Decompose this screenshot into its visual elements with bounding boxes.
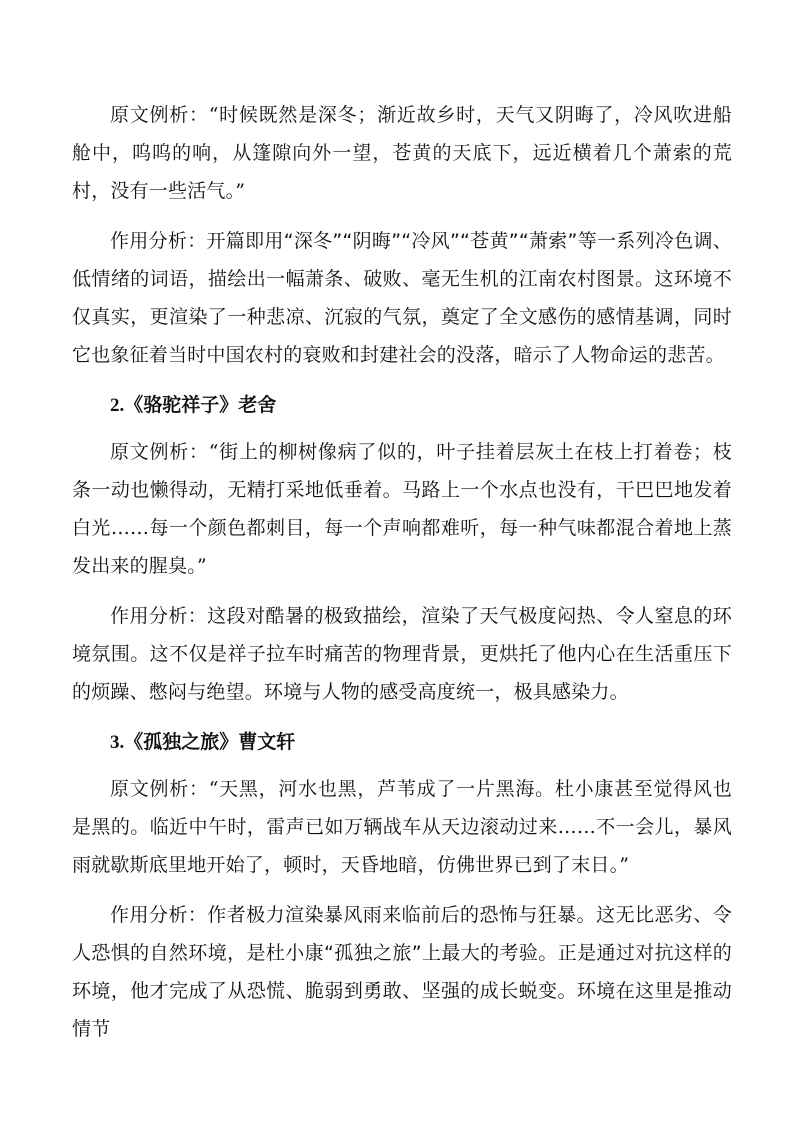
section-title-text: 《骆驼祥子》老舍 <box>124 394 277 416</box>
section-heading <box>72 723 732 762</box>
section-number: 3. <box>110 732 125 753</box>
analysis-paragraph: 作用分析：开篇即用“深冬”“阴晦”“冷风”“苍黄”“萧索”等一系列冷色调、低情绪的词语，描绘出一幅萧条、破败、毫无生机的江南农村图景。这环境不仅真实，更渲染了一种悲凉、沉寂的气氛，奠定了全文感伤的感情基调，同时它也象征着当时中国农村的衰败和封建社会的没落，暗示了人物命运的悲苦。 <box>72 230 732 366</box>
analysis-paragraph: 作用分析：这段对酷暑的极致描绘，渲染了天气极度闷热、令人窒息的环境氛围。这不仅是祥子拉车时痛苦的物理背景，更烘托了他内心在生活重压下的烦躁、憋闷与绝望。环境与人物的感受高度统一，极具感染力。 <box>72 605 732 703</box>
section-heading <box>72 386 732 425</box>
section-3 <box>72 723 732 1048</box>
analysis-paragraph: 作用分析：作者极力渲染暴风雨来临前后的恐怖与狂暴。这无比恶劣、令人恐惧的自然环境，是杜小康“孤独之旅”上最大的考验。正是通过对抗这样的环境，他才完成了从恐慌、脆弱到勇敢、坚强的成长蜕变。环境在这里是推动情节 <box>72 904 732 1040</box>
document-body <box>72 96 732 1060</box>
section-1 <box>72 96 732 374</box>
quote-paragraph: 原文例析：“街上的柳树像病了似的，叶子挂着层灰土在枝上打着卷；枝条一动也懒得动，无精打采地低垂着。马路上一个水点也没有，干巴巴地发着白光……每一个颜色都刺目，每一个声响都难听，每一种气味都混合着地上蒸发出来的腥臭。” <box>72 441 732 577</box>
section-title-text: 《孤独之旅》曹文轩 <box>124 731 296 753</box>
quote-paragraph: 原文例析：“天黑，河水也黑，芦苇成了一片黑海。杜小康甚至觉得风也是黑的。临近中午时，雷声已如万辆战车从天边滚动过来……不一会儿，暴风雨就歇斯底里地开始了，顿时，天昏地暗，仿佛世界已到了末日。” <box>72 778 732 876</box>
section-number: 2. <box>110 395 125 416</box>
section-2 <box>72 386 732 711</box>
quote-paragraph: 原文例析：“时候既然是深冬；渐近故乡时，天气又阴晦了，冷风吹进船舱中，呜呜的响，从篷隙向外一望，苍黄的天底下，远近横着几个萧索的荒村，没有一些活气。” <box>72 104 732 202</box>
